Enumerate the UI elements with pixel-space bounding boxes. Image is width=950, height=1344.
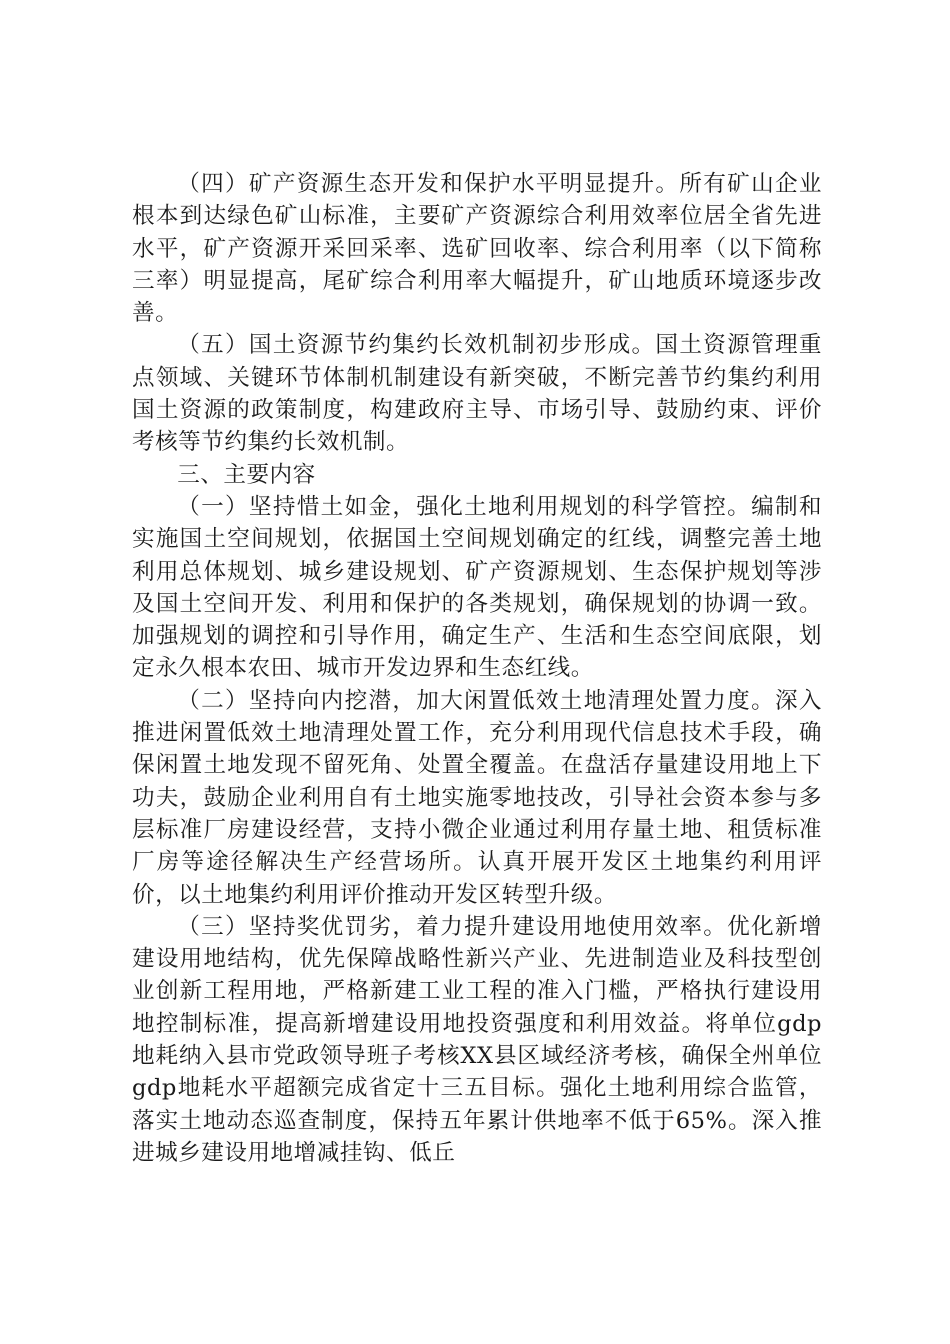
paragraph-land-use-planning: （一）坚持惜土如金，强化土地利用规划的科学管控。编制和实施国土空间规划，依据国土空间规划确定的红线，调整完善土地利用总体规划、城乡建设规划、矿产资源规划、生态保护规划等涉及国土空间开发、利用和保护的各类规划，确保规划的协调一致。加强规划的调控和引导作用，确定生产、生活和生态空间底限，划定永久根本农田、城市开发边界和生态红线。 xyxy=(132,493,822,682)
document-body xyxy=(132,168,822,1169)
paragraph-mineral-resources: （四）矿产资源生态开发和保护水平明显提升。所有矿山企业根本到达绿色矿山标准，主要矿产资源综合利用效率位居全省先进水平，矿产资源开采回采率、选矿回收率、综合利用率（以下简称三率）明显提高，尾矿综合利用率大幅提升，矿山地质环境逐步改善。 xyxy=(132,171,822,327)
paragraph-land-conservation-mechanism: （五）国土资源节约集约长效机制初步形成。国土资源管理重点领域、关键环节体制机制建设有新突破，不断完善节约集约利用国土资源的政策制度，构建政府主导、市场引导、鼓励约束、评价考核等节约集约长效机制。 xyxy=(132,332,822,456)
section-heading-main-content: 三、主要内容 xyxy=(177,461,316,488)
paragraph-idle-land-disposal: （二）坚持向内挖潜，加大闲置低效土地清理处置力度。深入推进闲置低效土地清理处置工作，充分利用现代信息技术手段，确保闲置土地发现不留死角、处置全覆盖。在盘活存量建设用地上下功夫，鼓励企业利用自有土地实施零地技改，引导社会资本参与多层标准厂房建设经营，支持小微企业通过利用存量土地、租赁标准厂房等途径解决生产经营场所。认真开展开发区土地集约利用评价，以土地集约利用评价推动开发区转型升级。 xyxy=(132,687,822,908)
paragraph-construction-land-efficiency: （三）坚持奖优罚劣，着力提升建设用地使用效率。优化新增建设用地结构，优先保障战略性新兴产业、先进制造业及科技型创业创新工程用地，严格新建工业工程的准入门槛，严格执行建设用地控制标准，提高新增建设用地投资强度和利用效益。将单位gdp地耗纳入县市党政领导班子考核XX县区域经济考核，确保全州单位gdp地耗水平超额完成省定十三五目标。强化土地利用综合监管，落实土地动态巡查制度，保持五年累计供地率不低于65%。深入推进城乡建设用地增减挂钩、低丘 xyxy=(132,913,822,1166)
